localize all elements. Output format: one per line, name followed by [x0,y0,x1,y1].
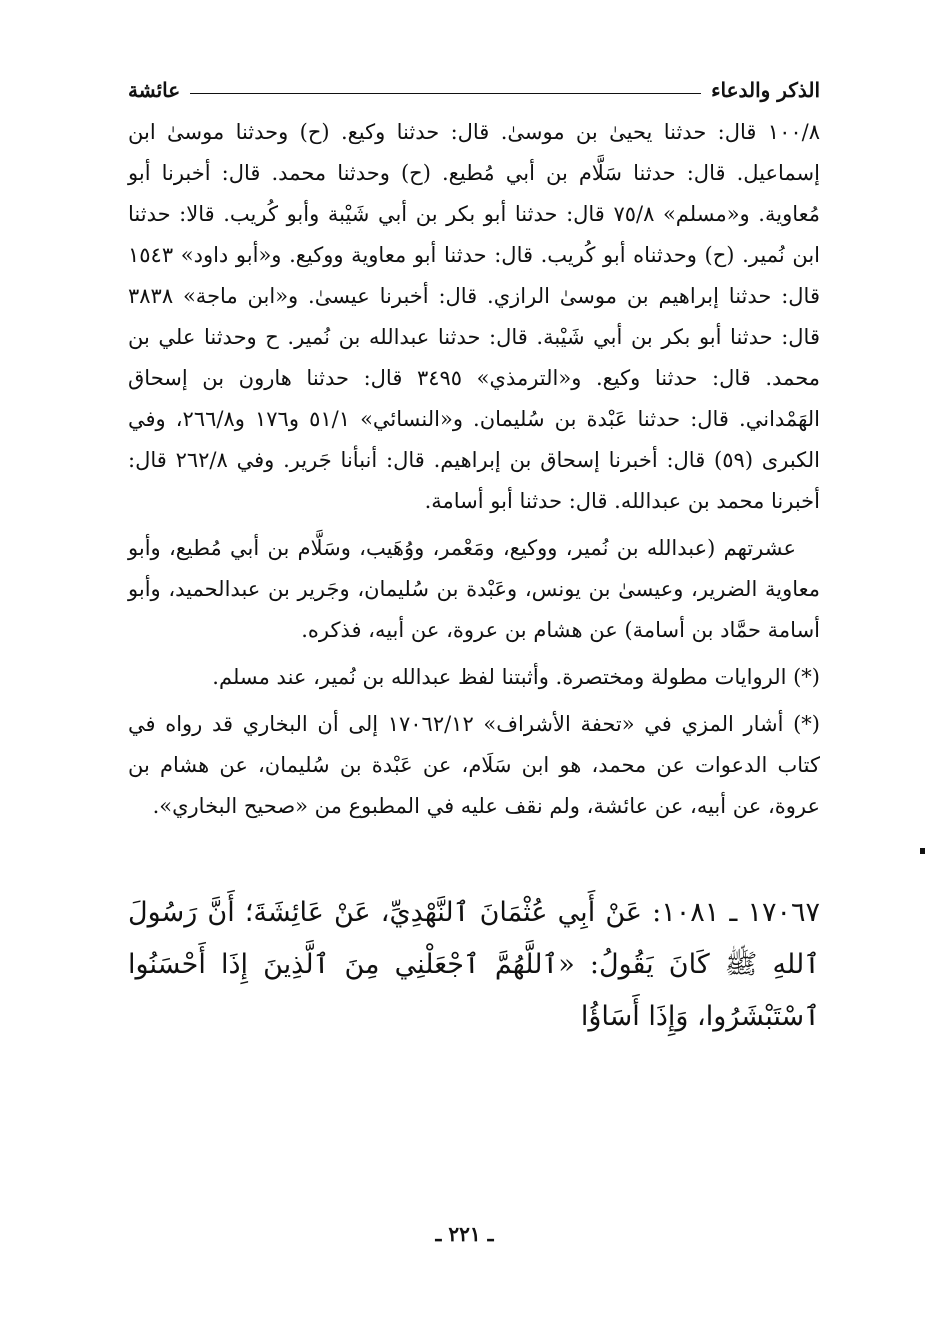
note-paragraph-2: (*) أشار المزي في «تحفة الأشراف» ١٧٠٦٢/١٢ إلى أن البخاري قد رواه في كتاب الدعوات عن محمد، هو ابن سَلَام، عن عَبْدة بن سُليمان، عن هشام بن عروة، عن أبيه، عن عائشة، ولم نقف عليه في المطبوع من «صحيح البخاري». [128,712,820,818]
margin-mark [920,848,925,854]
header-chapter-title: الذكر والدعاء [711,78,820,102]
page-number: ـ ٢٢١ ـ [435,1222,494,1246]
header-section-title: عائشة [128,78,181,102]
hadith-text: ١٧٠٦٧ ـ ١٠٨١: عَنْ أَبِي عُثْمَانَ ٱلنَّهْدِيِّ، عَنْ عَائِشَةَ؛ أَنَّ رَسُولَ ٱللهِ ﷺ كَانَ يَقُولُ: «ٱللَّهُمَّ ٱجْعَلْنِي مِنَ ٱلَّذِينَ إِذَا أَحْسَنُوا ٱسْتَبْشَرُوا، وَإِذَا أَسَاؤُا [128,897,821,1032]
running-header [128,62,820,102]
narrators-paragraph: عشرتهم (عبدالله بن نُمير، ووكيع، ومَعْمر، ووُهَيب، وسَلَّام بن أبي مُطيع، وأبو معاوية الضرير، وعيسىٰ بن يونس، وعَبْدة بن سُليمان، وجَرير بن عبدالحميد، وأبو أسامة حمَّاد بن أسامة) عن هشام بن عروة، عن أبيه، فذكره. [128,536,820,642]
header-rule [190,93,701,94]
takhrij-paragraph: ١٠٠/٨ قال: حدثنا يحيىٰ بن موسىٰ. قال: حدثنا وكيع. (ح) وحدثنا موسىٰ ابن إسماعيل. قال: حدثنا سَلَّام بن أبي مُطيع. (ح) وحدثنا محمد. قال: أخبرنا أبو مُعاوية. و«مسلم» ٧٥/٨ قال: حدثنا أبو بكر بن أبي شَيْبة وأبو كُريب. قالا: حدثنا ابن نُمير. (ح) وحدثناه أبو كُريب. قال: حدثنا أبو معاوية ووكيع. و«أبو داود» ١٥٤٣ قال: حدثنا إبراهيم بن موسىٰ الرازي. قال: أخبرنا عيسىٰ. و«ابن ماجة» ٣٨٣٨ قال: حدثنا أبو بكر بن أبي شَيْبة. قال: حدثنا عبدالله بن نُمير. ح وحدثنا علي بن محمد. قال: حدثنا وكيع. و«الترمذي» ٣٤٩٥ قال: حدثنا هارون بن إسحاق الهَمْداني. قال: حدثنا عَبْدة بن سُليمان. و«النسائي» ٥١/١ و١٧٦ و٢٦٦/٨، وفي الكبرى (٥٩) قال: أخبرنا إسحاق بن إبراهيم. قال: أنبأنا جَرير. وفي ٢٦٢/٨ قال: أخبرنا محمد بن عبدالله. قال: حدثنا أبو أسامة. [128,120,821,513]
footnote-block [128,112,820,827]
note-paragraph-1: (*) الروايات مطولة ومختصرة. وأثبتنا لفظ عبدالله بن نُمير، عند مسلم. [212,665,820,689]
book-page [128,62,820,1043]
